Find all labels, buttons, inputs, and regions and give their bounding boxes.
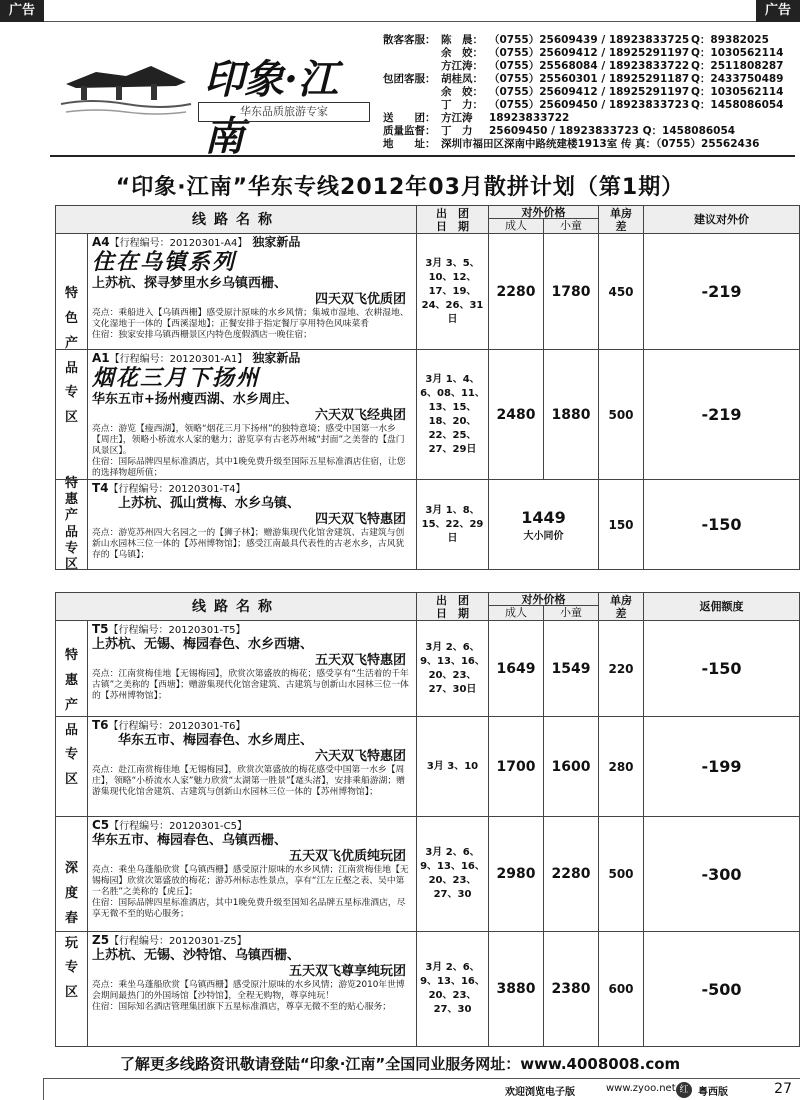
category-side-label: 特 惠 产 品 专 区 <box>56 621 88 816</box>
single-supplement: 280 <box>598 717 643 816</box>
route-headline: 烟花三月下扬州 <box>92 365 261 391</box>
header-single: 单房 差 <box>598 206 643 234</box>
header-child: 小童 <box>560 606 582 619</box>
route-headline: 住在乌镇系列 <box>92 249 237 275</box>
table-row[interactable] <box>56 479 799 569</box>
logo-title: 印象·江南 <box>204 56 338 160</box>
logo-slogan: 华东品质旅游专家 <box>198 102 370 122</box>
table-row[interactable] <box>56 816 799 931</box>
page-title: “印象·江南”华东专线2012年03月散拼计划（第1期） <box>115 175 685 200</box>
contact-row: 余 姣： （0755）25609412 / 18925291197 Q：1030562114 <box>441 47 784 59</box>
route-description: T4【行程编号：20120301-T4】 上苏杭、孤山赏梅、水乡乌镇、 四天双飞特惠团 亮点：游览苏州四大名园之一的【狮子林】；赠游集现代化馆舍建筑、古建筑与创新山水园林三位一体的【苏州博物馆】；感受江南最具代表性的古老水乡，古风犹存的【乌镇】； <box>92 481 406 560</box>
footer-url[interactable]: www.zyoo.net <box>606 1083 676 1094</box>
route-description: T5【行程编号：20120301-T5】 上苏杭、无锡、梅园春色、水乡西塘、 五天双飞特惠团 亮点：江南赏梅佳地【无锡梅园】，欣赏次第盛放的梅花；感受享有“生活着的千年古镇”之美称的【西塘】；赠游集现代化馆舍建筑、古建筑与创新山水园林三位一体的【苏州博物馆】； <box>92 622 409 701</box>
table-row[interactable] <box>56 716 799 816</box>
adult-price: 1700 <box>488 717 543 816</box>
child-price: 2280 <box>543 817 598 931</box>
child-price: 1600 <box>543 717 598 816</box>
child-price: 1780 <box>543 234 598 349</box>
header-rebate: 返佣额度 <box>643 593 799 621</box>
route-description: C5【行程编号：20120301-C5】 华东五市、梅园春色、乌镇西栅、 五天双飞优质纯玩团 亮点：乘坐乌蓬船欣赏【乌镇西栅】感受原汁原味的水乡风情；江南赏梅佳地【无锡梅园】欣赏次第盛放的梅花；游苏州标志性景点，享有“江左丘壑之表、吴中第一名胜”之美称的【虎丘】； 住宿：国际品牌四星标准酒店，其中1晚免费升级至国知名品牌五星标准酒店，尽享无微不至的贴心服务； <box>92 818 409 919</box>
header-route: 线路名称 <box>192 212 280 228</box>
footer-corner <box>0 1078 44 1100</box>
single-supplement: 500 <box>598 817 643 931</box>
header-route: 线路名称 <box>192 599 280 615</box>
ad-tag-right: 广告 <box>756 0 800 22</box>
table-row[interactable] <box>56 349 799 479</box>
unified-price: 1449 大小同价 <box>488 480 598 569</box>
suggested-price: -219 <box>643 234 799 349</box>
adult-price: 2480 <box>488 350 543 479</box>
rebate-amount: -500 <box>643 932 799 1046</box>
table-row[interactable] <box>56 931 799 1046</box>
publisher-logo-icon: 红 <box>676 1082 692 1098</box>
header-date: 出 团 日 期 <box>416 206 488 234</box>
header-single: 单房 差 <box>598 593 643 621</box>
route-description: Z5【行程编号：20120301-Z5】 上苏杭、无锡、沙特馆、乌镇西栅、 五天双飞尊享纯玩团 亮点：乘坐乌蓬船欣赏【乌镇西栅】感受原汁原味的水乡风情；游览2010年世博会期间最热门的外国场馆【沙特馆】，全程无购物，尊享纯玩！ 住宿：国际知名酒店管理集团旗下五星标准酒店，尊享无微不至的贴心服务； <box>92 933 406 1012</box>
header-divider <box>50 155 795 157</box>
contact-list <box>383 34 800 151</box>
schedule-table-b <box>55 592 800 1047</box>
category-side-label: 深 度 春 玩 专 区 <box>56 816 88 1046</box>
website-promo[interactable]: 了解更多线路资讯敬请登陆“印象·江南”全国同业服务网址：www.4008008.com <box>119 1055 681 1073</box>
single-supplement: 500 <box>598 350 643 479</box>
table-header <box>56 593 799 621</box>
category-side-label: 特 惠 产 品 专 区 <box>56 479 88 569</box>
category-side-label: 特 色 产 品 专 区 <box>56 234 88 479</box>
rebate-amount: -150 <box>643 621 799 716</box>
contact-row: 包团客服： 胡桂凤： （0755）25560301 / 18925291187 Q：2433750489 <box>383 73 784 85</box>
page-number: 27 <box>774 1081 792 1097</box>
contact-row: 余 姣： （0755）25609412 / 18925291197 Q：1030562114 <box>441 86 784 98</box>
route-description: A1【行程编号：20120301-A1】 独家新品 烟花三月下扬州 华东五市+扬州瘦西湖、水乡周庄、 六天双飞经典团 亮点：游览【瘦西湖】，领略“烟花三月下扬州”的独特意境；感受中国第一水乡【周庄】，领略小桥流水人家的魅力；游览享有古老苏州城“封面”之美誉的【盘门风景区】。 住宿：国际品牌四星标准酒店，其中1晚免费升级至国际五星标准酒店住宿，让您的选择物超所值； <box>88 350 416 479</box>
edition-label: 粤西版 <box>698 1087 728 1098</box>
header-suggest: 建议对外价 <box>643 206 799 234</box>
table-row[interactable] <box>56 621 799 716</box>
departure-dates: 3月 1、4、6、08、11、13、15、18、20、22、25、27、29日 <box>416 350 488 479</box>
top-bar <box>0 0 800 22</box>
header-adult: 成人 <box>489 219 544 233</box>
contact-row: 质量监督： 丁 力 25609450 / 18923833723 Q：1458086054 <box>383 125 736 137</box>
departure-dates: 3月 1、8、15、22、29日 <box>416 480 488 569</box>
departure-dates: 3月 3、5、10、12、17、19、24、26、31日 <box>416 234 488 349</box>
table-row[interactable] <box>56 234 799 349</box>
single-supplement: 600 <box>598 932 643 1046</box>
contact-row: 丁 力： （0755）25609450 / 18923833723 Q：1458086054 <box>441 99 784 111</box>
single-supplement: 220 <box>598 621 643 716</box>
contact-row: 送 团： 方江涛 18923833722 <box>383 112 570 124</box>
table-header <box>56 206 799 234</box>
suggested-price: -219 <box>643 350 799 479</box>
schedule-table-a <box>55 205 800 570</box>
child-price: 1880 <box>543 350 598 479</box>
departure-dates: 3月 2、6、9、13、16、20、23、27、30日 <box>416 621 488 716</box>
departure-dates: 3月 3、10 <box>416 717 488 816</box>
contact-row: 地 址： 深圳市福田区深南中路统建楼1913室 传 真：（0755）25562436 <box>383 138 760 150</box>
header-price: 对外价格 成人 小童 <box>488 206 598 234</box>
boat-scene-icon <box>56 54 196 124</box>
header-adult: 成人 <box>489 606 544 620</box>
brand-logo <box>56 40 376 160</box>
footer-bar <box>0 1078 800 1100</box>
suggested-price: -150 <box>643 480 799 569</box>
single-supplement: 150 <box>598 480 643 569</box>
footer-text: 欢迎浏览电子版 <box>505 1087 575 1098</box>
adult-price: 1649 <box>488 621 543 716</box>
route-description: A4【行程编号：20120301-A4】 独家新品 住在乌镇系列 上苏杭、探寻梦里水乡乌镇西栅、 四天双飞优质团 亮点：乘船进入【乌镇西栅】感受原汁原味的水乡风情；集城市湿地、农耕湿地、文化湿地于一体的【西溪湿地】；正餐安排于指定餐厅享用特色风味菜肴 住宿：独家安排乌镇西栅景区内特色度假酒店一晚住宿； <box>88 234 416 349</box>
adult-price: 2980 <box>488 817 543 931</box>
contact-row: 方江涛： （0755）25568084 / 18923833722 Q：2511808287 <box>441 60 784 72</box>
departure-dates: 3月 2、6、9、13、16、20、23、27、30 <box>416 932 488 1046</box>
rebate-amount: -199 <box>643 717 799 816</box>
ad-tag-left: 广告 <box>0 0 44 22</box>
adult-price: 2280 <box>488 234 543 349</box>
child-price: 1549 <box>543 621 598 716</box>
header <box>48 28 798 160</box>
contact-row: 散客客服： 陈 晨： （0755）25609439 / 18923833725 Q：89382025 <box>383 34 769 46</box>
adult-price: 3880 <box>488 932 543 1046</box>
single-supplement: 450 <box>598 234 643 349</box>
header-date: 出 团 日 期 <box>416 593 488 621</box>
child-price: 2380 <box>543 932 598 1046</box>
header-price: 对外价格 成人 小童 <box>488 593 598 621</box>
header-child: 小童 <box>560 219 582 232</box>
route-description: T6【行程编号：20120301-T6】 华东五市、梅园春色、水乡周庄、 六天双飞特惠团 亮点：赴江南赏梅佳地【无锡梅园】，欣赏次第盛放的梅花感受中国第一水乡【周庄】，领略“小桥流水人家”魅力欣赏“太湖第一胜景”【鼋头渚】，安排乘船游湖；赠游集现代化馆舍建筑、古建筑与创新山水园林三位一体的【苏州博物馆】； <box>92 718 406 797</box>
departure-dates: 3月 2、6、9、13、16、20、23、27、30 <box>416 817 488 931</box>
rebate-amount: -300 <box>643 817 799 931</box>
